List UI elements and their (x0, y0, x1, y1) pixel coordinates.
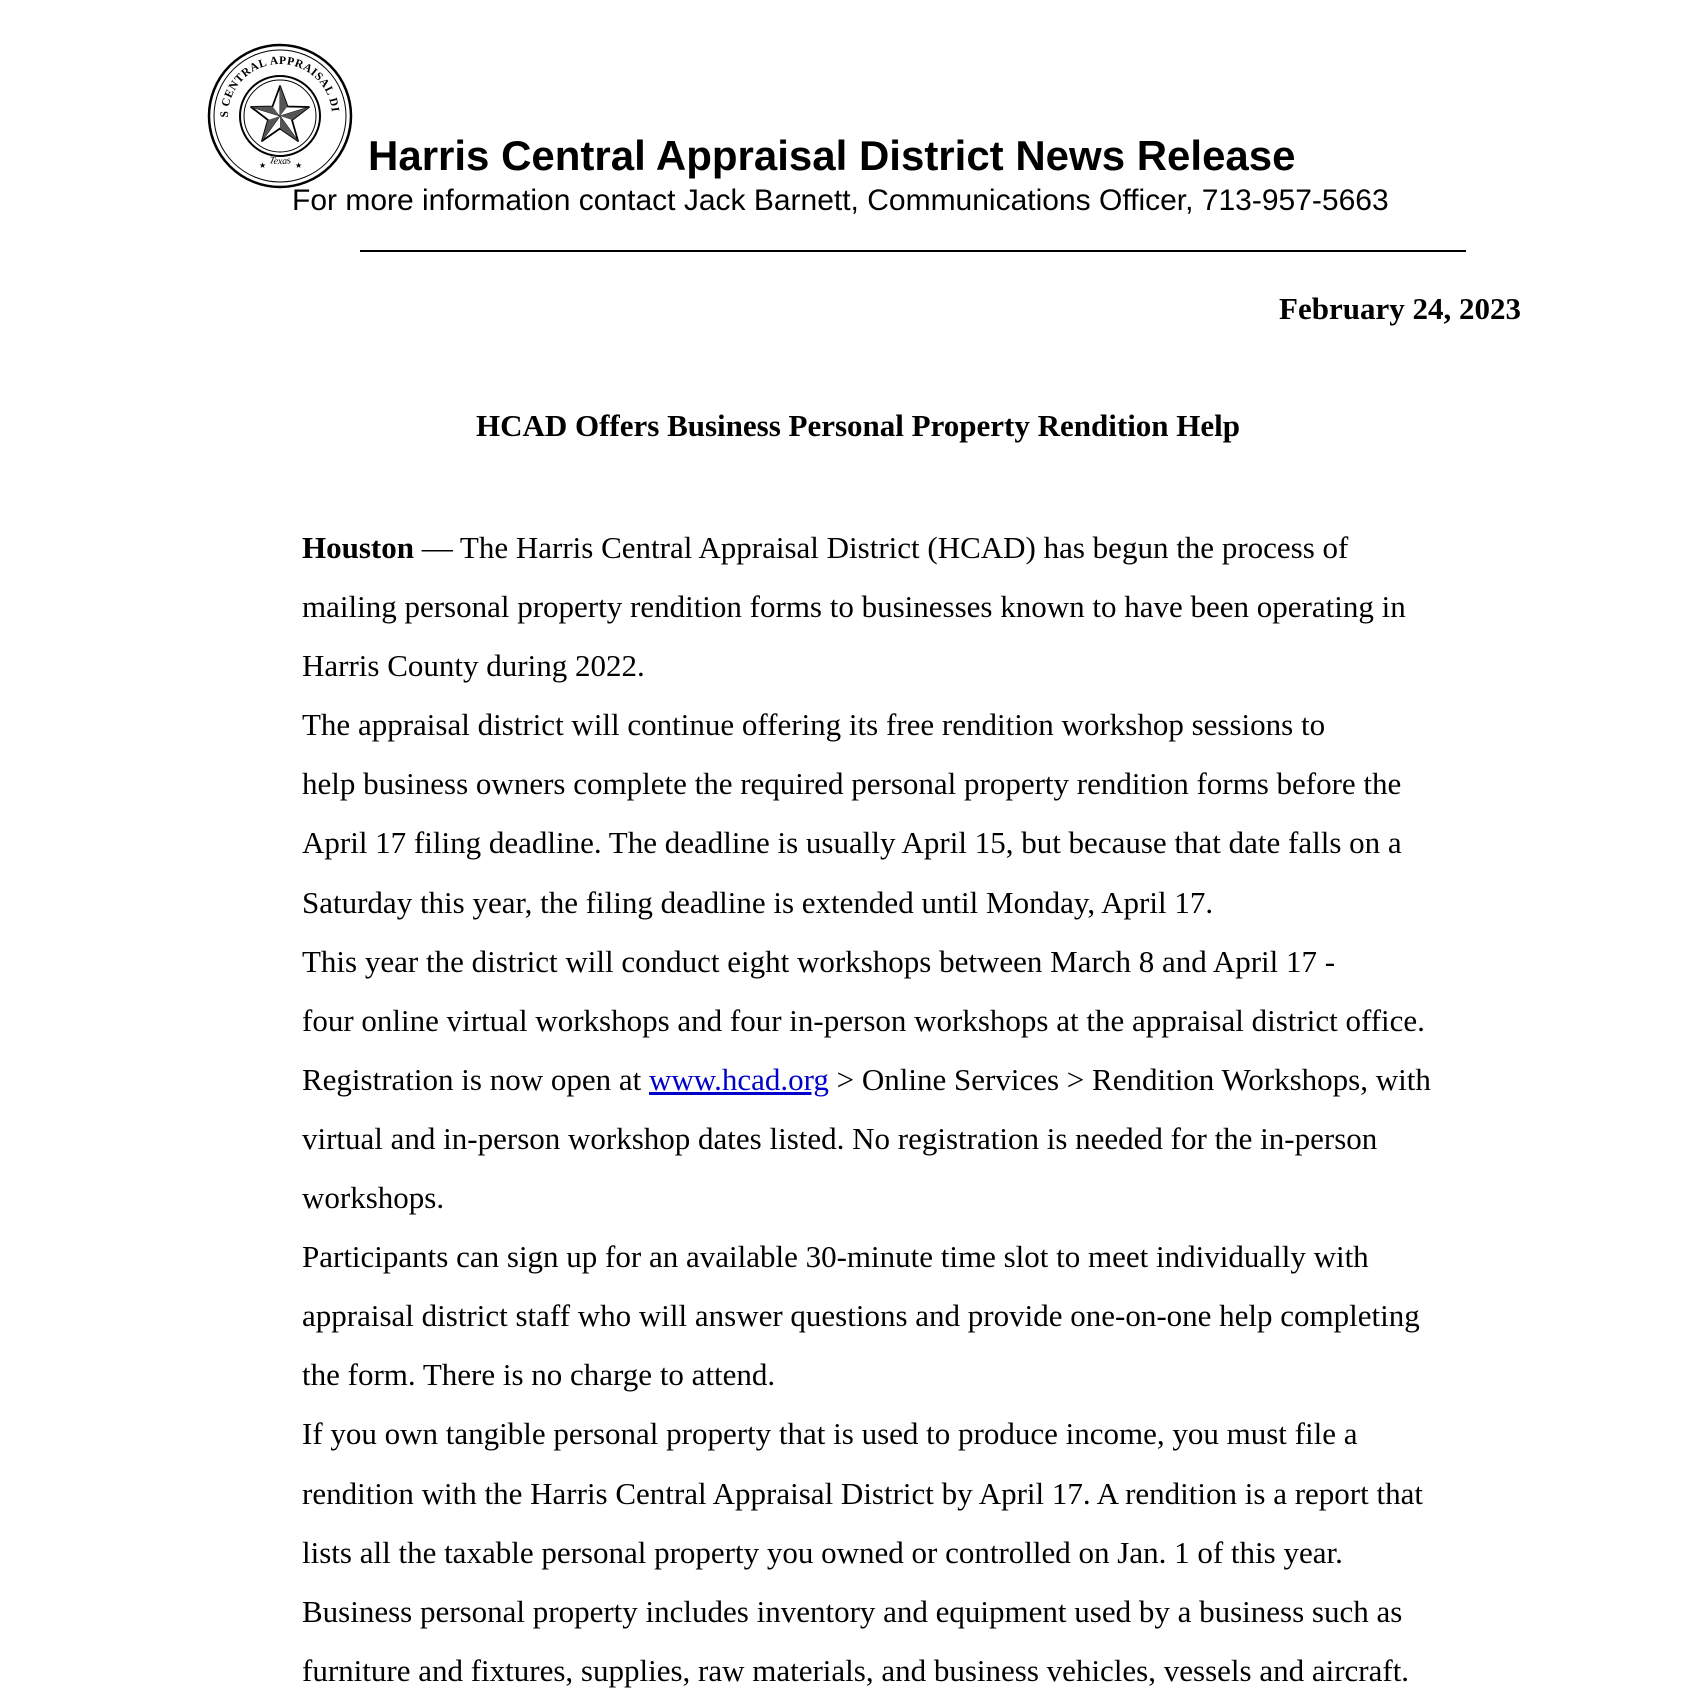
news-release-title: Harris Central Appraisal District News Release (368, 132, 1296, 179)
release-date: February 24, 2023 (1279, 291, 1521, 326)
hcad-website-link[interactable]: www.hcad.org (648, 1061, 829, 1097)
svg-text:★: ★ (259, 161, 267, 170)
text-line: Harris County during 2022. (302, 648, 645, 684)
text-line: The appraisal district will continue offering its free rendition workshop sessions to (302, 707, 1326, 743)
seal-ring-text: S CENTRAL APPRAISAL DI (218, 54, 341, 118)
text-line: Saturday this year, the filing deadline is extended until Monday, April 17. (302, 884, 1214, 920)
article-body (236, 518, 1496, 1700)
text-line: workshops. (302, 1180, 445, 1216)
text-line (236, 1050, 1496, 1109)
contact-line: For more information contact Jack Barnett, Communications Officer, 713-957-5663 (292, 184, 1389, 217)
dateline: Houston (302, 530, 414, 565)
text-line: help business owners complete the required personal property rendition forms before the (302, 766, 1402, 802)
headline: HCAD Offers Business Personal Property Rendition Help (475, 408, 1241, 443)
text-line: furniture and fixtures, supplies, raw materials, and business vehicles, vessels and aircraft. (302, 1652, 1410, 1688)
text-line (236, 518, 1496, 577)
header-divider (360, 250, 1466, 252)
svg-text:★: ★ (295, 161, 303, 170)
text-line: Business personal property includes inventory and equipment used by a business such as (302, 1593, 1403, 1629)
line-text: > Online Services > Rendition Workshops, with (828, 1061, 1431, 1097)
paragraph (236, 1227, 1496, 1404)
text-line: If you own tangible personal property that is used to produce income, you must file a (302, 1416, 1358, 1452)
text-line: Participants can sign up for an available 30-minute time slot to meet individually with (302, 1239, 1369, 1275)
district-seal (206, 42, 354, 190)
text-line: mailing personal property rendition forms to businesses known to have been operating in (302, 589, 1406, 625)
text-line: lists all the taxable personal property you owned or controlled on Jan. 1 of this year. (302, 1534, 1343, 1570)
text-line: virtual and in-person workshop dates listed. No registration is needed for the in-person (302, 1120, 1378, 1156)
seal-graphic (206, 42, 354, 190)
svg-text:Texas (268, 155, 292, 167)
seal-state-text: Texas (268, 154, 292, 168)
text-line: April 17 filing deadline. The deadline is usually April 15, but because that date falls on a (302, 825, 1402, 861)
text-line: four online virtual workshops and four in-person workshops at the appraisal district office. (302, 1002, 1425, 1038)
paragraph (236, 695, 1496, 931)
star-icon (251, 86, 309, 141)
paragraph (236, 1404, 1496, 1699)
text-line: rendition with the Harris Central Appraisal District by April 17. A rendition is a report that (302, 1475, 1423, 1511)
paragraph (236, 932, 1496, 1227)
line-text: Registration is now open at (302, 1061, 649, 1097)
text-line: the form. There is no charge to attend. (302, 1357, 776, 1393)
text-line: appraisal district staff who will answer questions and provide one-on-one help completing (302, 1298, 1420, 1334)
paragraph (236, 518, 1496, 695)
text-line: This year the district will conduct eight workshops between March 8 and April 17 - (302, 943, 1336, 979)
line-text: — The Harris Central Appraisal District (HCAD) has begun the process of (413, 530, 1349, 565)
